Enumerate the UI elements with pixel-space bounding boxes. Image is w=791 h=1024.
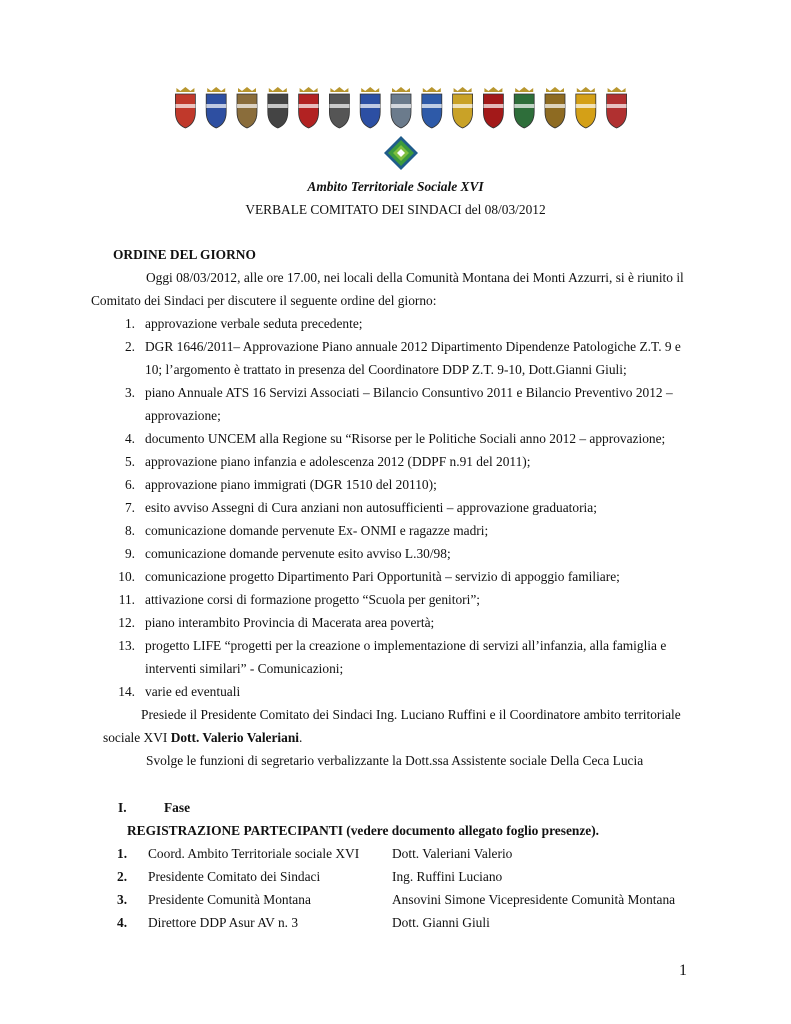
agenda-item-number: 11. [118, 592, 135, 607]
ambito-logo [383, 135, 419, 171]
agenda-item-text-continued: interventi similari” - Comunicazioni; [145, 661, 344, 676]
crest-icon [607, 87, 627, 128]
crest-icon [299, 87, 319, 128]
agenda-item-text: comunicazione domande pervenute Ex- ONMI e ragazze madri; [145, 523, 489, 538]
municipal-crests-banner [170, 86, 632, 130]
crest-icon [422, 87, 442, 128]
crest-icon [237, 87, 257, 128]
participant-role: Presidente Comitato dei Sindaci [148, 869, 321, 884]
agenda-item-text: approvazione piano infanzia e adolescenza 2012 (DDPF n.91 del 2011); [145, 454, 531, 469]
participant-role: Coord. Ambito Territoriale sociale XVI [148, 846, 360, 861]
agenda-intro-line2: Comitato dei Sindaci per discutere il seguente ordine del giorno: [91, 293, 437, 308]
agenda-item-text: attivazione corsi di formazione progetto “Scuola per genitori”; [145, 592, 481, 607]
crest-icon [175, 87, 195, 128]
agenda-item-text: documento UNCEM alla Regione su “Risorse per le Politiche Sociali anno 2012 – approvazione; [145, 431, 666, 446]
coordinator-name: Dott. Valerio Valeriani [170, 730, 300, 745]
participant-name: Ing. Ruffini Luciano [392, 869, 503, 884]
participant-name: Ansovini Simone Vicepresidente Comunità Montana [392, 892, 676, 907]
agenda-item-number: 13. [118, 638, 135, 653]
crest-icon [360, 87, 380, 128]
agenda-item-text: piano Annuale ATS 16 Servizi Associati – Bilancio Consuntivo 2011 e Bilancio Preventivo 2012 – [145, 385, 673, 400]
agenda-intro-line1: Oggi 08/03/2012, alle ore 17.00, nei locali della Comunità Montana dei Monti Azzurri, si è riunito il [146, 270, 684, 285]
agenda-item-number: 7. [124, 500, 135, 515]
agenda-item-text-continued: approvazione; [145, 408, 221, 423]
agenda-item-text: esito avviso Assegni di Cura anziani non autosufficienti – approvazione graduatoria; [145, 500, 597, 515]
crest-icon [514, 87, 534, 128]
participant-role: Direttore DDP Asur AV n. 3 [148, 915, 299, 930]
fase-subtitle: REGISTRAZIONE PARTECIPANTI (vedere documento allegato foglio presenze). [127, 823, 600, 838]
agenda-item-number: 8. [124, 523, 135, 538]
fase-roman: I. [118, 800, 127, 815]
agenda-item-text: comunicazione domande pervenute esito avviso L.30/98; [145, 546, 451, 561]
segretario-line: Svolge le funzioni di segretario verbalizzante la Dott.ssa Assistente sociale Della Ceca Lucia [146, 753, 644, 768]
agenda-item-number: 12. [118, 615, 135, 630]
agenda-item-number: 9. [124, 546, 135, 561]
agenda-item-text-continued: 10; l’argomento è trattato in presenza del Coordinatore DDP Z.T. 9-10, Dott.Gianni Giuli; [145, 362, 627, 377]
agenda-item-number: 1. [124, 316, 135, 331]
participant-role: Presidente Comunità Montana [148, 892, 311, 907]
agenda-item-text: DGR 1646/2011– Approvazione Piano annuale 2012 Dipartimento Dipendenze Patologiche Z.T. 9 e [145, 339, 681, 354]
agenda-item-text: comunicazione progetto Dipartimento Pari Opportunità – servizio di appoggio familiare; [145, 569, 620, 584]
presiede-suffix: . [299, 730, 303, 745]
agenda-heading: ORDINE DEL GIORNO [113, 247, 256, 262]
agenda-item-number: 14. [118, 684, 135, 699]
presiede-prefix: sociale XVI [103, 730, 171, 745]
agenda-item-text: progetto LIFE “progetti per la creazione o implementazione di servizi all’infanzia, alla famiglia e [145, 638, 667, 653]
ambito-title: Ambito Territoriale Sociale XVI [307, 179, 484, 194]
crest-icon [483, 87, 503, 128]
participant-name: Dott. Valeriani Valerio [392, 846, 513, 861]
participant-number: 2. [117, 869, 128, 884]
agenda-item-number: 4. [124, 431, 135, 446]
agenda-item-number: 2. [124, 339, 135, 354]
participant-number: 4. [117, 915, 128, 930]
presiede-line2 [103, 730, 302, 746]
verbale-title: VERBALE COMITATO DEI SINDACI del 08/03/2012 [245, 202, 546, 217]
crest-icon [453, 87, 473, 128]
participant-number: 3. [117, 892, 128, 907]
crest-icon [576, 87, 596, 128]
agenda-item-number: 5. [124, 454, 135, 469]
crest-icon [545, 87, 565, 128]
crest-icon [329, 87, 349, 128]
fase-label: Fase [164, 800, 191, 815]
page-number: 1 [679, 962, 687, 979]
crest-icon [268, 87, 288, 128]
presiede-line1: Presiede il Presidente Comitato dei Sindaci Ing. Luciano Ruffini e il Coordinatore ambito territoriale [141, 707, 681, 722]
agenda-item-text: approvazione verbale seduta precedente; [145, 316, 363, 331]
agenda-item-number: 6. [124, 477, 135, 492]
crest-icon [391, 87, 411, 128]
agenda-item-text: piano interambito Provincia di Macerata area povertà; [145, 615, 435, 630]
crest-icon [206, 87, 226, 128]
agenda-item-number: 3. [124, 385, 135, 400]
participant-number: 1. [117, 846, 128, 861]
agenda-item-number: 10. [118, 569, 135, 584]
agenda-item-text: approvazione piano immigrati (DGR 1510 del 20110); [145, 477, 437, 492]
agenda-item-text: varie ed eventuali [145, 684, 241, 699]
participant-name: Dott. Gianni Giuli [392, 915, 490, 930]
